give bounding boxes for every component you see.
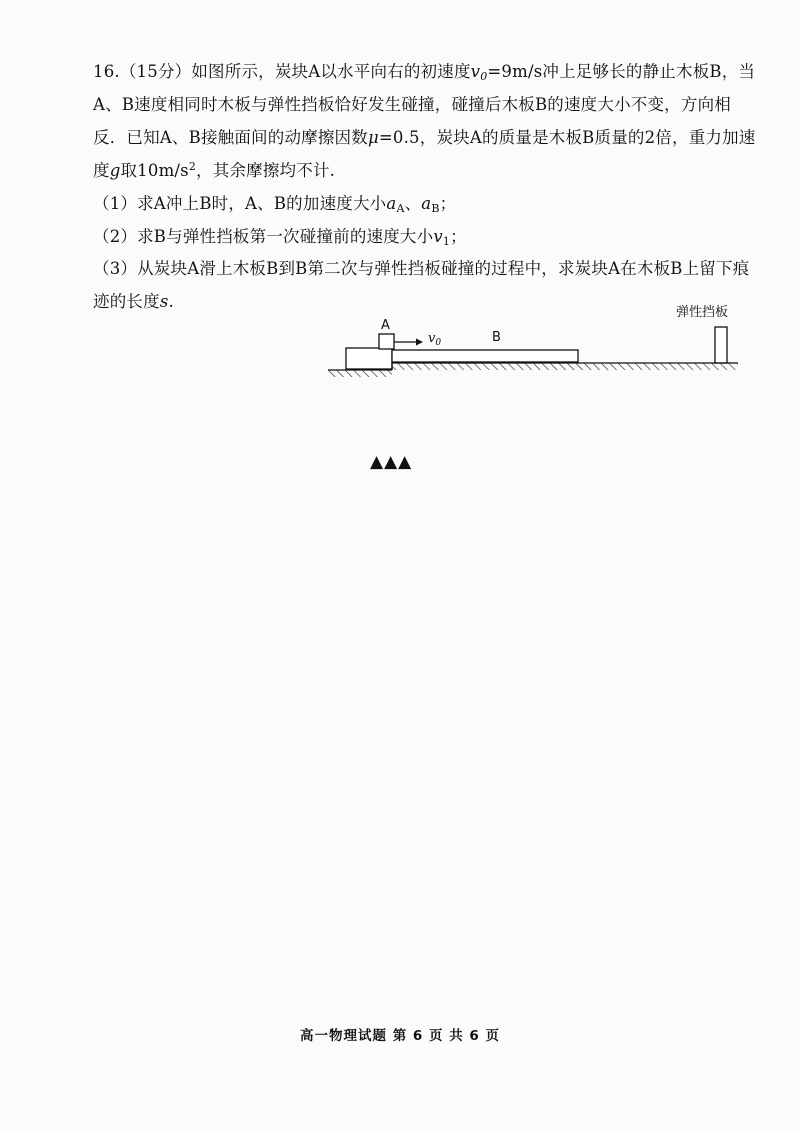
label-b: B xyxy=(492,330,501,345)
page-footer: 高一物理试题 第 6 页 共 6 页 xyxy=(300,1028,500,1044)
label-a: A xyxy=(381,318,390,333)
barrier-label: 弹性挡板 xyxy=(676,305,729,320)
end-mark: ▲▲▲ xyxy=(370,452,413,472)
question-3: （3）从炭块A滑上木板B到B第二次与弹性挡板碰撞的过程中，求炭块A在木板B上留下痕迹的长度s. xyxy=(93,259,750,311)
ground-hatch-left xyxy=(328,370,392,377)
board-b xyxy=(392,350,578,362)
left-platform xyxy=(346,348,392,369)
label-v0: $v_0$ xyxy=(428,331,442,348)
problem-stem: 16.（15分）如图所示，炭块A以水平向右的初速度$v_0=9m/s$冲上足够长的静止木板B，当A、B速度相同时木板与弹性挡板恰好发生碰撞，碰撞后木板B的速度大小不变，方向相反．已知A、B接触面间的动摩擦因数μ=0.5，炭块A的质量是木板B质量的2倍，重力加速度g取$10m/s^2$，其余摩擦均不计. xyxy=(93,62,756,180)
block-a xyxy=(379,334,394,349)
question-1: （1）求A冲上B时，A、B的加速度大小$a_A$、$a_B$； xyxy=(93,194,457,215)
question-2: （2）求B与弹性挡板第一次碰撞前的速度大小$v_1$； xyxy=(93,227,467,248)
elastic-barrier xyxy=(715,327,727,363)
arrow-head-icon xyxy=(416,339,423,346)
physics-diagram xyxy=(0,0,800,420)
problem-number: 16. xyxy=(93,62,120,81)
ground-hatch-right xyxy=(392,363,738,370)
problem-score: （15分） xyxy=(119,62,192,81)
